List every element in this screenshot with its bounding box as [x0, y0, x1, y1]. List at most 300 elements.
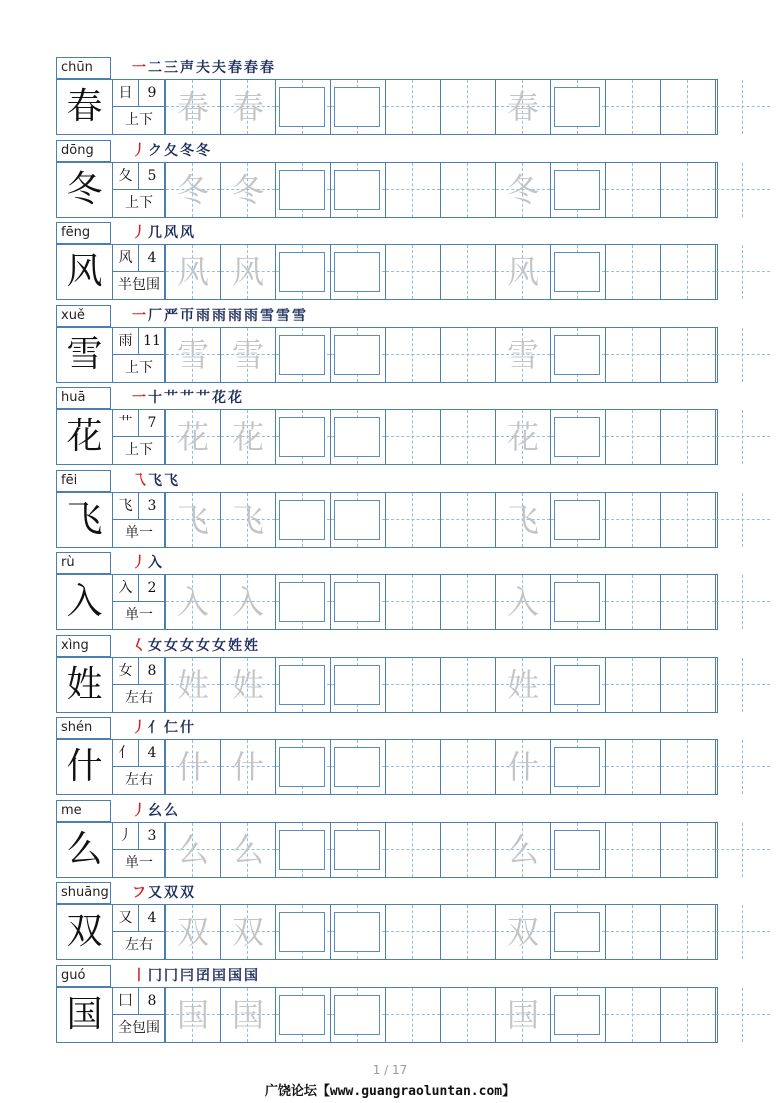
vertical-guide [632, 245, 633, 299]
vertical-guide [687, 163, 688, 217]
writing-grid-cell[interactable] [715, 163, 770, 217]
horizontal-guide [716, 766, 770, 767]
writing-box [554, 747, 600, 787]
writing-grid-cell[interactable] [440, 328, 495, 382]
trace-character: 什 [231, 748, 264, 786]
pinyin-label: me [56, 800, 111, 822]
tracing-cell[interactable] [165, 410, 220, 464]
structure-label: 单一 [125, 607, 153, 623]
radical-label: 丿 [113, 823, 139, 850]
trace-character: 风 [506, 253, 539, 291]
writing-grid-cell[interactable] [660, 905, 715, 959]
radical-label: 夂 [113, 163, 139, 190]
writing-box-cell[interactable] [330, 658, 385, 712]
stroke-order-sequence [132, 965, 260, 987]
horizontal-guide [606, 436, 660, 437]
stroke-step: 春 [244, 60, 260, 76]
writing-box-cell[interactable] [275, 80, 330, 134]
writing-grid-cell[interactable] [660, 493, 715, 547]
radical-label: 风 [113, 245, 139, 272]
writing-grid-cell[interactable] [385, 905, 440, 959]
writing-grid-cell[interactable] [440, 823, 495, 877]
writing-box [334, 170, 380, 210]
vertical-guide [412, 740, 413, 794]
horizontal-guide [441, 189, 495, 190]
horizontal-guide [386, 271, 440, 272]
writing-grid-cell[interactable] [605, 740, 660, 794]
writing-box-cell[interactable] [550, 328, 605, 382]
character-info [113, 575, 165, 629]
writing-box [554, 87, 600, 127]
stroke-step: 冂 [148, 967, 164, 984]
model-character: 雪 [57, 328, 113, 382]
vertical-guide [632, 658, 633, 712]
writing-grid-cell[interactable] [660, 740, 715, 794]
writing-grid-cell[interactable] [440, 80, 495, 134]
writing-grid-cell[interactable] [605, 80, 660, 134]
horizontal-guide [441, 766, 495, 767]
writing-grid-cell[interactable] [605, 328, 660, 382]
horizontal-guide [661, 519, 715, 520]
writing-box-cell[interactable] [275, 823, 330, 877]
vertical-guide [412, 493, 413, 547]
character-info [113, 328, 165, 382]
writing-box-cell[interactable] [550, 988, 605, 1042]
model-character: 入 [57, 575, 113, 629]
stroke-step: 雨 [228, 307, 244, 324]
character-info [113, 658, 165, 712]
stroke-step: 花 [228, 390, 244, 406]
writing-box-cell[interactable] [275, 410, 330, 464]
writing-box-cell[interactable] [330, 493, 385, 547]
writing-grid-cell[interactable] [440, 410, 495, 464]
vertical-guide [412, 328, 413, 382]
stroke-count: 5 [139, 163, 165, 190]
writing-box [334, 252, 380, 292]
writing-grid-cell[interactable] [660, 163, 715, 217]
tracing-cell[interactable] [220, 905, 275, 959]
writing-grid-cell[interactable] [385, 575, 440, 629]
tracing-cell[interactable] [495, 740, 550, 794]
tracing-cell[interactable] [165, 328, 220, 382]
structure-label: 左右 [125, 689, 153, 706]
writing-grid-cell[interactable] [440, 988, 495, 1042]
trace-character: 雪 [176, 335, 209, 374]
tracing-cell[interactable] [495, 575, 550, 629]
stroke-step: 二 [148, 60, 164, 76]
vertical-guide [412, 80, 413, 134]
horizontal-guide [661, 106, 715, 107]
pinyin-label: fēng [56, 222, 111, 244]
structure-label: 单一 [125, 854, 153, 871]
writing-box-cell[interactable] [330, 575, 385, 629]
writing-box-cell[interactable] [330, 740, 385, 794]
stroke-step: 姓 [244, 637, 260, 654]
tracing-cell[interactable] [495, 80, 550, 134]
pinyin-label: shén [56, 717, 111, 739]
writing-grid-cell[interactable] [660, 80, 715, 134]
tracing-cell[interactable] [495, 245, 550, 299]
writing-box-cell[interactable] [550, 740, 605, 794]
horizontal-guide [441, 1014, 495, 1015]
horizontal-guide [716, 601, 770, 602]
horizontal-guide [716, 1014, 770, 1015]
writing-grid-cell[interactable] [385, 658, 440, 712]
trace-character: 春 [231, 88, 264, 126]
writing-grid-cell[interactable] [605, 575, 660, 629]
writing-box [279, 912, 325, 952]
tracing-cell[interactable] [220, 80, 275, 134]
trace-character: 雪 [231, 335, 264, 374]
pinyin-label: guó [56, 965, 111, 987]
writing-grid-cell[interactable] [385, 493, 440, 547]
stroke-step: 么 [164, 802, 180, 819]
writing-grid-cell[interactable] [715, 575, 770, 629]
character-practice-row [56, 657, 718, 713]
character-practice-row [56, 162, 718, 218]
vertical-guide [467, 988, 468, 1042]
writing-grid-cell[interactable] [605, 410, 660, 464]
trace-character: 国 [176, 995, 209, 1034]
vertical-guide [467, 80, 468, 134]
writing-grid-cell[interactable] [605, 658, 660, 712]
stroke-step: 飞 [164, 472, 180, 489]
character-info [113, 988, 165, 1042]
writing-grid-cell[interactable] [385, 823, 440, 877]
writing-box-cell[interactable] [550, 163, 605, 217]
writing-grid-cell[interactable] [660, 658, 715, 712]
stroke-step: 国 [228, 967, 244, 984]
writing-box-cell[interactable] [330, 905, 385, 959]
character-info [113, 80, 165, 134]
radical-label: 囗 [113, 988, 139, 1015]
writing-grid-cell[interactable] [385, 740, 440, 794]
tracing-cell[interactable] [165, 658, 220, 712]
trace-character: 什 [506, 748, 539, 786]
writing-grid-cell[interactable] [385, 80, 440, 134]
horizontal-guide [716, 354, 770, 355]
tracing-cell[interactable] [220, 658, 275, 712]
tracing-cell[interactable] [220, 493, 275, 547]
vertical-guide [412, 575, 413, 629]
writing-grid-cell[interactable] [605, 988, 660, 1042]
structure-label: 上下 [125, 194, 153, 211]
writing-grid-cell[interactable] [385, 410, 440, 464]
tracing-cell[interactable] [165, 163, 220, 217]
vertical-guide [742, 740, 743, 794]
horizontal-guide [606, 189, 660, 190]
writing-grid-cell[interactable] [660, 823, 715, 877]
writing-grid-cell[interactable] [660, 575, 715, 629]
tracing-cell[interactable] [495, 410, 550, 464]
writing-grid-cell[interactable] [605, 245, 660, 299]
tracing-cell[interactable] [165, 823, 220, 877]
vertical-guide [687, 740, 688, 794]
tracing-cell[interactable] [220, 410, 275, 464]
writing-grid-cell[interactable] [715, 493, 770, 547]
writing-grid-cell[interactable] [385, 245, 440, 299]
stroke-step: 丿 [132, 225, 148, 241]
character-info [113, 245, 165, 299]
writing-grid-cell[interactable] [440, 905, 495, 959]
vertical-guide [742, 410, 743, 464]
trace-character: 姓 [176, 665, 209, 704]
horizontal-guide [661, 354, 715, 355]
writing-box [279, 87, 325, 127]
writing-grid-cell[interactable] [440, 493, 495, 547]
writing-grid-cell[interactable] [605, 163, 660, 217]
tracing-cell[interactable] [165, 245, 220, 299]
structure-label: 左右 [125, 937, 153, 953]
writing-grid-cell[interactable] [385, 328, 440, 382]
writing-grid-cell[interactable] [715, 328, 770, 382]
writing-box [334, 665, 380, 705]
writing-box-cell[interactable] [330, 988, 385, 1042]
pinyin-label: xuě [56, 305, 111, 327]
writing-box-cell[interactable] [550, 575, 605, 629]
writing-grid-cell[interactable] [440, 740, 495, 794]
tracing-cell[interactable] [495, 658, 550, 712]
stroke-order-sequence [132, 800, 180, 822]
writing-grid-cell[interactable] [385, 163, 440, 217]
horizontal-guide [606, 931, 660, 932]
horizontal-guide [661, 601, 715, 602]
writing-box [279, 995, 325, 1035]
writing-box [554, 912, 600, 952]
writing-grid-cell[interactable] [715, 658, 770, 712]
writing-box [554, 335, 600, 375]
horizontal-guide [441, 931, 495, 932]
stroke-order-sequence [132, 470, 180, 492]
stroke-step: 雪 [276, 307, 292, 324]
vertical-guide [742, 905, 743, 959]
writing-box-cell[interactable] [550, 245, 605, 299]
stroke-count: 4 [139, 905, 165, 932]
site-footer: 广饶论坛【www.guangraoluntan.com】 [264, 1084, 516, 1099]
writing-grid-cell[interactable] [660, 410, 715, 464]
horizontal-guide [441, 684, 495, 685]
stroke-step: 亻 [148, 720, 164, 736]
writing-box [554, 170, 600, 210]
stroke-step: 乁 [132, 472, 148, 489]
stroke-step: 女 [164, 637, 180, 654]
vertical-guide [687, 988, 688, 1042]
writing-grid-cell[interactable] [715, 245, 770, 299]
character-info [113, 410, 165, 464]
structure-label: 全包围 [118, 1019, 160, 1036]
writing-box-cell[interactable] [550, 410, 605, 464]
horizontal-guide [661, 684, 715, 685]
tracing-cell[interactable] [165, 905, 220, 959]
model-character: 么 [57, 823, 113, 877]
writing-box-cell[interactable] [330, 245, 385, 299]
writing-box-cell[interactable] [275, 575, 330, 629]
stroke-count: 2 [139, 575, 165, 602]
writing-grid-cell[interactable] [660, 328, 715, 382]
tracing-cell[interactable] [220, 823, 275, 877]
writing-grid-cell[interactable] [715, 905, 770, 959]
writing-grid-cell[interactable] [385, 988, 440, 1042]
writing-box-cell[interactable] [550, 905, 605, 959]
tracing-cell[interactable] [220, 740, 275, 794]
tracing-cell[interactable] [220, 575, 275, 629]
writing-box-cell[interactable] [550, 823, 605, 877]
writing-box-cell[interactable] [330, 328, 385, 382]
writing-grid-cell[interactable] [605, 493, 660, 547]
horizontal-guide [661, 1014, 715, 1015]
vertical-guide [742, 80, 743, 134]
model-character: 冬 [57, 163, 113, 217]
horizontal-guide [441, 271, 495, 272]
stroke-count: 3 [139, 493, 165, 520]
vertical-guide [687, 575, 688, 629]
character-practice-row [56, 79, 718, 135]
writing-box-cell[interactable] [275, 905, 330, 959]
tracing-cell[interactable] [495, 905, 550, 959]
horizontal-guide [716, 436, 770, 437]
model-character: 姓 [57, 658, 113, 712]
trace-character: 冬 [176, 170, 209, 209]
writing-grid-cell[interactable] [715, 740, 770, 794]
writing-box-cell[interactable] [275, 493, 330, 547]
writing-grid-cell[interactable] [440, 163, 495, 217]
vertical-guide [467, 328, 468, 382]
writing-grid-cell[interactable] [715, 410, 770, 464]
tracing-cell[interactable] [220, 163, 275, 217]
stroke-count: 8 [139, 988, 165, 1015]
writing-grid-cell[interactable] [440, 658, 495, 712]
radical-label: 艹 [113, 410, 139, 437]
vertical-guide [687, 245, 688, 299]
tracing-cell[interactable] [220, 988, 275, 1042]
vertical-guide [632, 905, 633, 959]
trace-character: 姓 [506, 665, 539, 704]
horizontal-guide [386, 766, 440, 767]
writing-box-cell[interactable] [330, 80, 385, 134]
writing-box-cell[interactable] [275, 988, 330, 1042]
tracing-cell[interactable] [495, 823, 550, 877]
writing-box-cell[interactable] [275, 740, 330, 794]
writing-box-cell[interactable] [330, 410, 385, 464]
horizontal-guide [386, 354, 440, 355]
writing-box-cell[interactable] [275, 658, 330, 712]
vertical-guide [632, 740, 633, 794]
pinyin-label: xìng [56, 635, 111, 657]
stroke-step: 一 [132, 307, 148, 324]
vertical-guide [467, 493, 468, 547]
writing-box-cell[interactable] [550, 493, 605, 547]
stroke-step: 女 [196, 637, 212, 654]
stroke-step: 女 [148, 637, 164, 654]
writing-box-cell[interactable] [275, 163, 330, 217]
stroke-step: 雨 [212, 307, 228, 324]
horizontal-guide [606, 1014, 660, 1015]
writing-grid-cell[interactable] [660, 245, 715, 299]
trace-character: 入 [176, 583, 209, 621]
stroke-step: 入 [148, 555, 164, 571]
vertical-guide [687, 823, 688, 877]
writing-grid-cell[interactable] [660, 988, 715, 1042]
tracing-cell[interactable] [165, 988, 220, 1042]
character-info [113, 740, 165, 794]
tracing-cell[interactable] [220, 245, 275, 299]
stroke-step: 风 [164, 225, 180, 241]
stroke-order-sequence [132, 387, 244, 409]
stroke-step: 丿 [132, 720, 148, 736]
writing-box-cell[interactable] [275, 328, 330, 382]
stroke-step: 夫 [196, 60, 212, 76]
writing-box-cell[interactable] [330, 823, 385, 877]
stroke-step: 姓 [228, 637, 244, 654]
radical-label: 亻 [113, 740, 139, 767]
writing-grid-cell[interactable] [440, 245, 495, 299]
tracing-cell[interactable] [495, 163, 550, 217]
writing-box [279, 500, 325, 540]
radical-label: 女 [113, 658, 139, 685]
trace-character: 飞 [506, 500, 539, 539]
stroke-step: 丿 [132, 555, 148, 571]
writing-grid-cell[interactable] [605, 905, 660, 959]
trace-character: 冬 [506, 170, 539, 209]
vertical-guide [412, 658, 413, 712]
stroke-step: 囯 [212, 967, 228, 984]
character-practice-row [56, 574, 718, 630]
tracing-cell[interactable] [165, 740, 220, 794]
stroke-step: 厂 [148, 307, 164, 324]
stroke-step: 女 [212, 637, 228, 654]
writing-box-cell[interactable] [550, 80, 605, 134]
model-character: 双 [57, 905, 113, 959]
vertical-guide [467, 905, 468, 959]
structure-label: 单一 [125, 524, 153, 541]
page-number: 1 / 17 [372, 1063, 408, 1077]
writing-box [334, 500, 380, 540]
tracing-cell[interactable] [495, 988, 550, 1042]
tracing-cell[interactable] [220, 328, 275, 382]
writing-grid-cell[interactable] [715, 823, 770, 877]
writing-box-cell[interactable] [330, 163, 385, 217]
vertical-guide [467, 823, 468, 877]
writing-grid-cell[interactable] [715, 80, 770, 134]
tracing-cell[interactable] [165, 493, 220, 547]
stroke-order-sequence [132, 305, 308, 327]
tracing-cell[interactable] [495, 493, 550, 547]
vertical-guide [412, 905, 413, 959]
writing-box [554, 500, 600, 540]
trace-character: 雪 [506, 335, 539, 374]
writing-box [554, 665, 600, 705]
stroke-step: 冬 [196, 142, 212, 159]
writing-box-cell[interactable] [275, 245, 330, 299]
character-practice-row [56, 492, 718, 548]
trace-character: 飞 [176, 500, 209, 539]
writing-grid-cell[interactable] [715, 988, 770, 1042]
character-practice-row [56, 987, 718, 1043]
horizontal-guide [386, 931, 440, 932]
vertical-guide [412, 823, 413, 877]
writing-grid-cell[interactable] [605, 823, 660, 877]
tracing-cell[interactable] [165, 80, 220, 134]
stroke-step: ク [148, 142, 164, 159]
stroke-count: 4 [139, 245, 165, 272]
trace-character: 风 [176, 253, 209, 291]
writing-box-cell[interactable] [550, 658, 605, 712]
tracing-cell[interactable] [495, 328, 550, 382]
character-info [113, 493, 165, 547]
tracing-cell[interactable] [165, 575, 220, 629]
writing-grid-cell[interactable] [440, 575, 495, 629]
vertical-guide [467, 740, 468, 794]
